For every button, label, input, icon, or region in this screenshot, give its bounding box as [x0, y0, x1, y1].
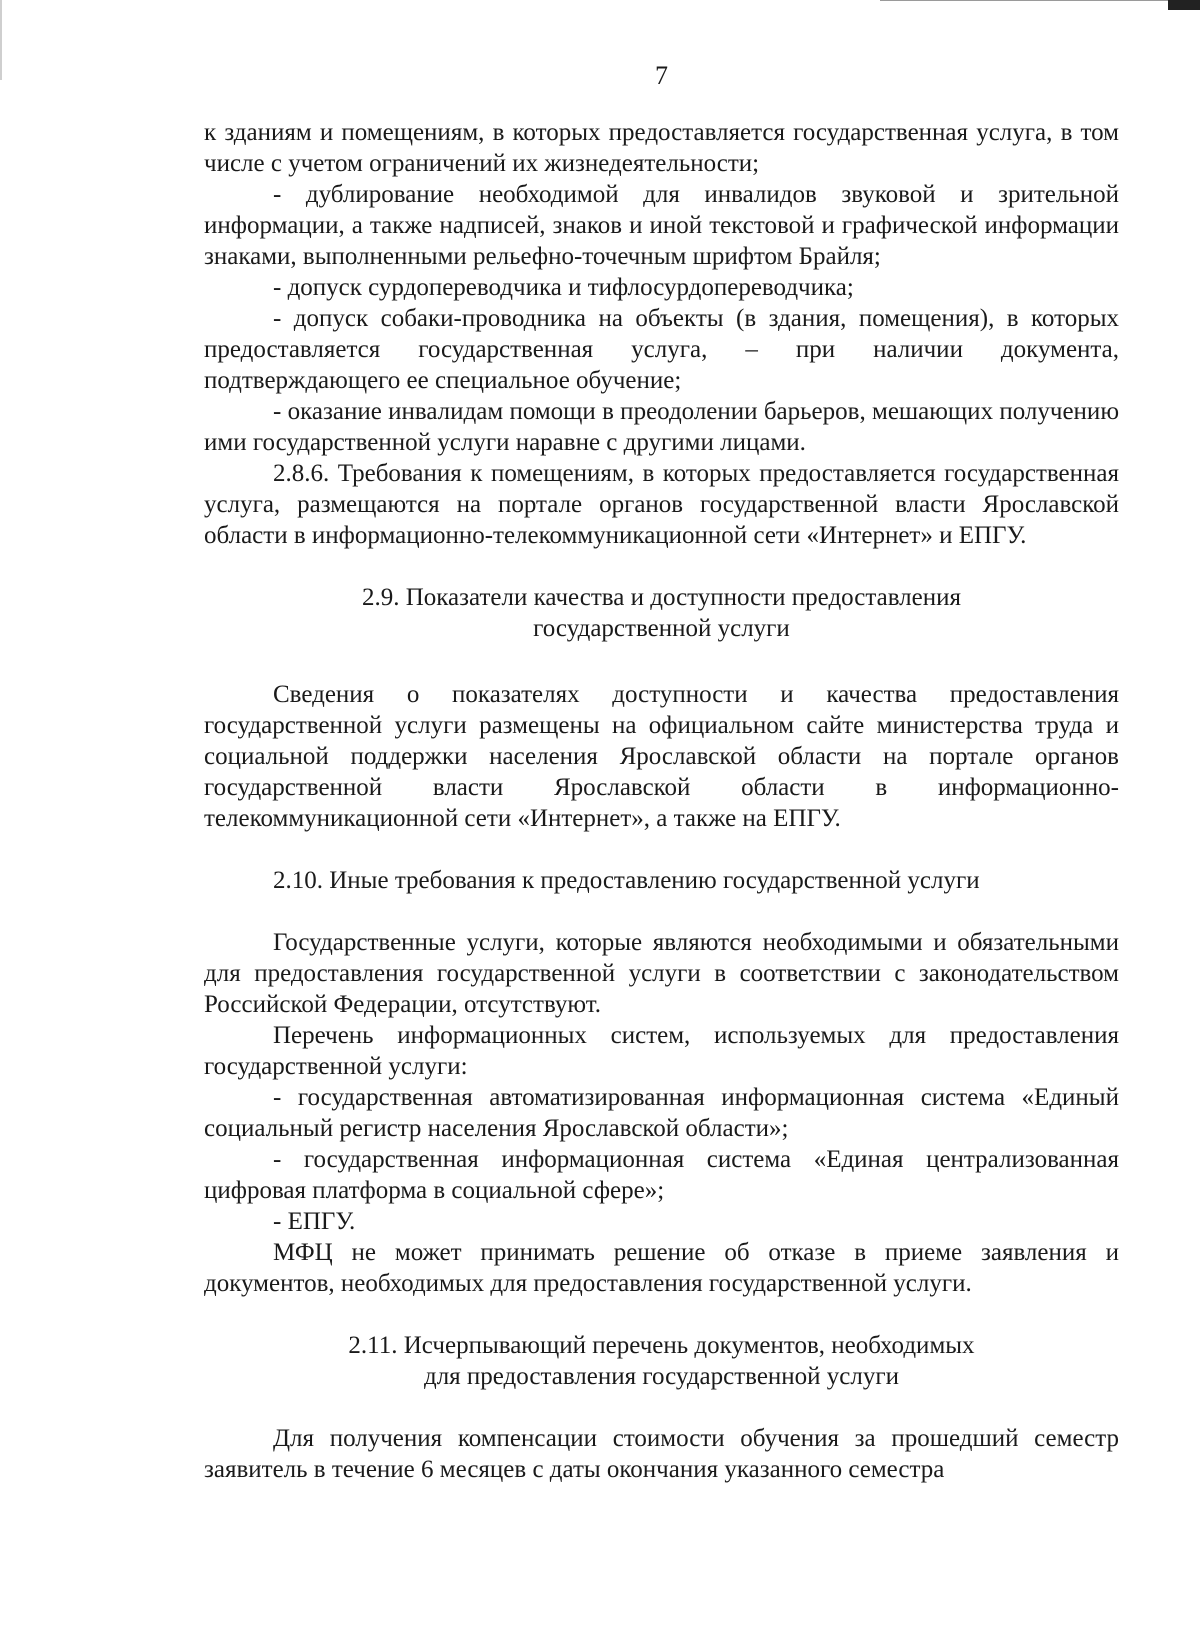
- scan-edge-top: [880, 0, 1170, 1]
- paragraph-2-9: Сведения о показателях доступности и качества предоставления государственной услуги размещены на официальном сайте министерства труда и социальной поддержки населения Ярославской области на портале органов государственной власти Ярославской области в информационно-телекоммуникационной сети «Интернет», а также на ЕПГУ.: [204, 681, 1119, 832]
- section-heading-2-9-line2: государственной услуги: [533, 615, 790, 642]
- list-item-platform: - государственная информационная система «Единая централизованная цифровая платформа в социальной сфере»;: [204, 1146, 1119, 1204]
- section-heading-2-11-line2: для предоставления государственной услуги: [423, 1363, 900, 1390]
- page-number: 7: [655, 61, 668, 90]
- section-heading-2-11: [204, 1330, 1119, 1392]
- section-heading-2-9-line1: 2.9. Показатели качества и доступности предоставления: [361, 584, 962, 611]
- paragraph-2-11: Для получения компенсации стоимости обучения за прошедший семестр заявитель в течение 6 месяцев с даты окончания указанного семестра: [204, 1425, 1119, 1483]
- list-item-guide-dog: - допуск собаки-проводника на объекты (в здания, помещения), в которых предоставляется государственная услуга, – при наличии документа, подтверждающего ее специальное обучение;: [204, 305, 1119, 394]
- section-heading-2-10: 2.10. Иные требования к предоставлению государственной услуги: [273, 867, 980, 894]
- paragraph-2-10-mfc: МФЦ не может принимать решение об отказе в приеме заявления и документов, необходимых для предоставления государственной услуги.: [204, 1239, 1119, 1297]
- section-heading-2-11-line1: 2.11. Исчерпывающий перечень документов, необходимых: [348, 1332, 975, 1359]
- paragraph-2-8-6: 2.8.6. Требования к помещениям, в которых предоставляется государственная услуга, размещаются на портале органов государственной власти Ярославской области в информационно-телекоммуникационной сети «Интернет» и ЕПГУ.: [204, 460, 1119, 549]
- document-body: [204, 117, 1119, 1485]
- paragraph-2-10-services: Государственные услуги, которые являются необходимыми и обязательными для предоставления государственной услуги в соответствии с законодательством Российской Федерации, отсутствуют.: [204, 929, 1119, 1018]
- list-item-epgu: - ЕПГУ.: [273, 1208, 356, 1235]
- list-item-sign-interpreter: - допуск сурдопереводчика и тифлосурдопереводчика;: [273, 274, 854, 301]
- list-item-braille: - дублирование необходимой для инвалидов звуковой и зрительной информации, а также надписей, знаков и иной текстовой и графической информации знаками, выполненными рельефно-точечным шрифтом Брайля;: [204, 181, 1119, 270]
- paragraph-continuation: к зданиям и помещениям, в которых предоставляется государственная услуга, в том числе с учетом ограничений их жизнедеятельности;: [204, 119, 1119, 177]
- list-item-assistance: - оказание инвалидам помощи в преодолении барьеров, мешающих получению ими государственной услуги наравне с другими лицами.: [204, 398, 1119, 456]
- paragraph-2-10-systems: Перечень информационных систем, используемых для предоставления государственной услуги:: [204, 1022, 1119, 1080]
- section-heading-2-9: [204, 582, 1119, 644]
- scan-mark-corner: [1168, 0, 1200, 10]
- list-item-register: - государственная автоматизированная информационная система «Единый социальный регистр населения Ярославской области»;: [204, 1084, 1119, 1142]
- scan-edge-left: [0, 0, 2, 80]
